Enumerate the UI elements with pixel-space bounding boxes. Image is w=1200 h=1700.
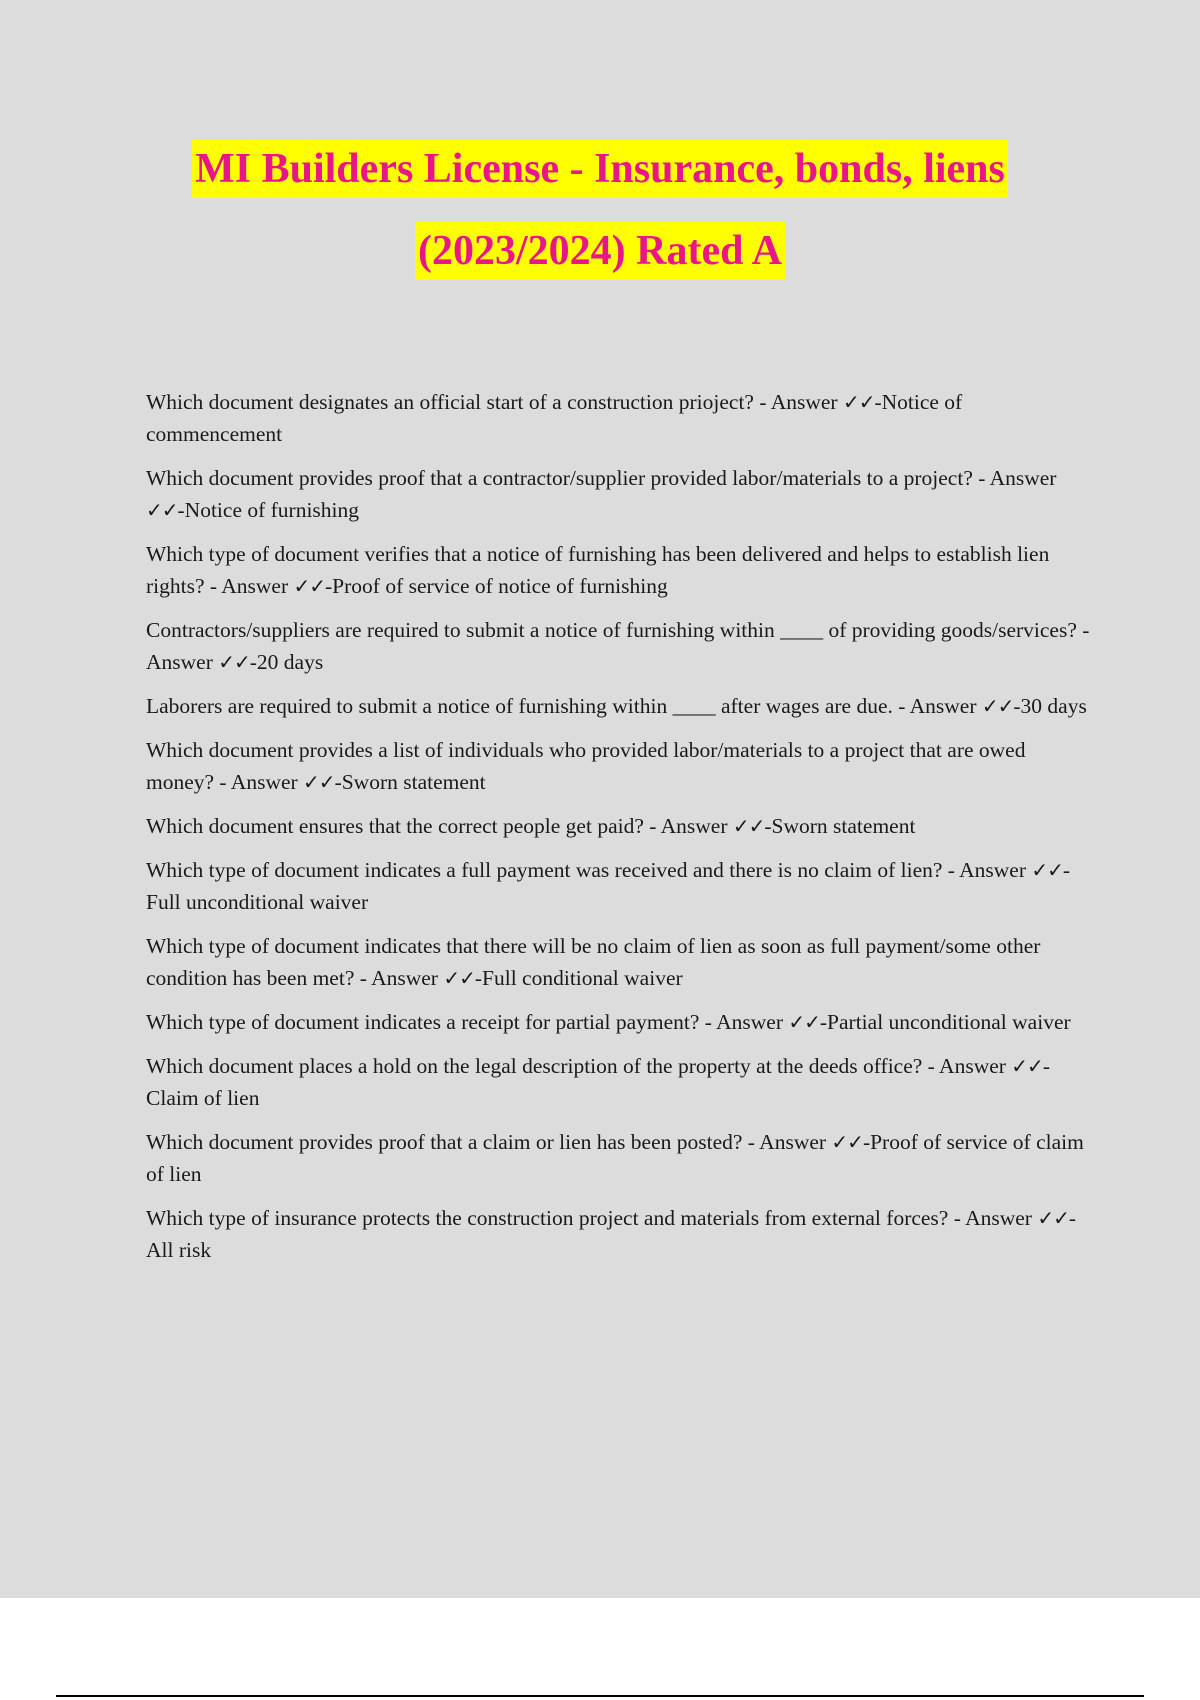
question-text: Which type of document indicates that there will be no claim of lien as soon as full payment/some other condition has been met? - bbox=[146, 934, 1041, 990]
title-line-2: (2023/2024) Rated A bbox=[415, 222, 785, 280]
qa-item bbox=[146, 1050, 1096, 1114]
question-text: Which document provides proof that a contractor/supplier provided labor/materials to a project? - bbox=[146, 466, 990, 490]
answer-prefix: Answer bbox=[770, 390, 843, 414]
question-text: Laborers are required to submit a notice of furnishing within ____ after wages are due. - bbox=[146, 694, 910, 718]
qa-item bbox=[146, 810, 1096, 842]
footer-divider bbox=[56, 1695, 1144, 1697]
qa-item bbox=[146, 538, 1096, 602]
double-check-icon: ✓✓ bbox=[788, 1010, 820, 1034]
question-text: Which document ensures that the correct people get paid? - bbox=[146, 814, 661, 838]
answer-text: -Sworn statement bbox=[764, 814, 916, 838]
question-text: Which type of document verifies that a notice of furnishing has been delivered and helps to establish lien rights? - bbox=[146, 542, 1050, 598]
double-check-icon: ✓✓ bbox=[303, 770, 335, 794]
question-answer-list bbox=[146, 386, 1096, 1278]
double-check-icon: ✓✓ bbox=[732, 814, 765, 838]
qa-item bbox=[146, 386, 1096, 450]
answer-prefix: Answer bbox=[909, 694, 982, 718]
answer-text: -20 days bbox=[249, 650, 324, 674]
qa-item bbox=[146, 1202, 1096, 1266]
answer-prefix: Answer bbox=[939, 1054, 1012, 1078]
double-check-icon: ✓✓ bbox=[1011, 1054, 1043, 1078]
answer-prefix: Answer bbox=[660, 814, 733, 838]
double-check-icon: ✓✓ bbox=[981, 694, 1014, 718]
answer-text: -All risk bbox=[146, 1206, 1077, 1262]
double-check-icon: ✓✓ bbox=[146, 498, 178, 522]
question-text: Contractors/suppliers are required to submit a notice of furnishing within ____ of providing goods/services? - bbox=[146, 618, 1090, 642]
answer-prefix: Answer bbox=[965, 1206, 1038, 1230]
answer-prefix: Answer bbox=[959, 858, 1032, 882]
answer-text: -Partial unconditional waiver bbox=[819, 1010, 1071, 1034]
answer-text: -Notice of furnishing bbox=[177, 498, 360, 522]
answer-text: -30 days bbox=[1013, 694, 1087, 718]
question-text: Which document provides a list of individuals who provided labor/materials to a project that are owed money? - bbox=[146, 738, 1026, 794]
question-text: Which type of document indicates a receipt for partial payment? - bbox=[146, 1010, 717, 1034]
double-check-icon: ✓✓ bbox=[293, 574, 326, 598]
question-text: Which type of insurance protects the construction project and materials from external forces? - bbox=[146, 1206, 966, 1230]
qa-item bbox=[146, 1126, 1096, 1190]
question-text: Which document places a hold on the legal description of the property at the deeds office? - bbox=[146, 1054, 940, 1078]
qa-item bbox=[146, 614, 1096, 678]
double-check-icon: ✓✓ bbox=[1031, 858, 1063, 882]
answer-prefix: Answer bbox=[371, 966, 444, 990]
title-line-1: MI Builders License - Insurance, bonds, liens bbox=[192, 140, 1008, 198]
qa-item bbox=[146, 462, 1096, 526]
qa-item bbox=[146, 1006, 1096, 1038]
answer-text: -Full conditional waiver bbox=[474, 966, 683, 990]
answer-prefix: Answer bbox=[230, 770, 304, 794]
question-text: Which type of document indicates a full payment was received and there is no claim of lien? - bbox=[146, 858, 960, 882]
answer-text: -Proof of service of notice of furnishing bbox=[325, 574, 668, 598]
double-check-icon: ✓✓ bbox=[218, 650, 250, 674]
question-text: Which document designates an official start of a construction prioject? - bbox=[146, 390, 771, 414]
document-title bbox=[0, 140, 1200, 280]
double-check-icon: ✓✓ bbox=[842, 390, 875, 414]
answer-prefix: Answer bbox=[221, 574, 294, 598]
double-check-icon: ✓✓ bbox=[831, 1130, 863, 1154]
answer-text: -Sworn statement bbox=[334, 770, 486, 794]
double-check-icon: ✓✓ bbox=[443, 966, 475, 990]
question-text: Which document provides proof that a claim or lien has been posted? - bbox=[146, 1130, 760, 1154]
answer-text: -Proof of service of claim of lien bbox=[146, 1130, 1084, 1186]
qa-item bbox=[146, 930, 1096, 994]
qa-item bbox=[146, 854, 1096, 918]
answer-prefix: Answer bbox=[989, 466, 1057, 490]
answer-text: -Notice of commencement bbox=[146, 390, 963, 446]
answer-text: -Full unconditional waiver bbox=[146, 858, 1071, 914]
double-check-icon: ✓✓ bbox=[1037, 1206, 1069, 1230]
answer-prefix: Answer bbox=[759, 1130, 832, 1154]
qa-item bbox=[146, 734, 1096, 798]
qa-item bbox=[146, 690, 1096, 722]
answer-prefix: Answer bbox=[146, 650, 219, 674]
answer-text: -Claim of lien bbox=[146, 1054, 1050, 1110]
answer-prefix: Answer bbox=[716, 1010, 789, 1034]
